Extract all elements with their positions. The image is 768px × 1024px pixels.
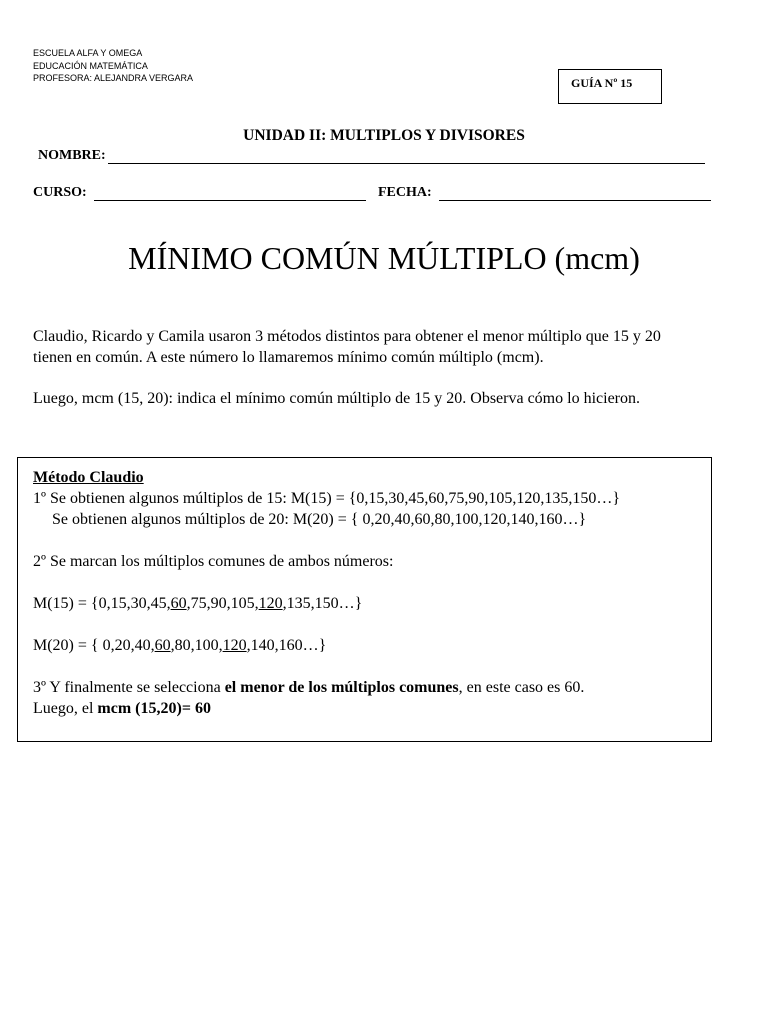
step-3: [33, 679, 584, 697]
multiples-20-marked: [33, 637, 326, 655]
method-title-text: Método Claudio: [33, 469, 144, 486]
intro-line-1: Claudio, Ricardo y Camila usaron 3 métodos distintos para obtener el menor múltiplo que 15 y 20: [33, 328, 661, 345]
method-claudio-box: [17, 457, 712, 742]
m20-part-b: ,80,100,: [170, 637, 223, 654]
fecha-field[interactable]: [439, 200, 711, 201]
guide-label: GUÍA Nº 15: [571, 76, 633, 90]
m15-part-c: ,135,150…}: [282, 595, 363, 612]
unit-title: UNIDAD II: MULTIPLOS Y DIVISORES: [243, 127, 525, 144]
intro-line-2: tienen en común. A este número lo llamaremos mínimo común múltiplo (mcm).: [33, 349, 544, 366]
result-part-a: Luego, el: [33, 700, 98, 717]
fecha-label: FECHA:: [378, 185, 432, 200]
result-line: [33, 700, 211, 718]
step3-part-c: , en este caso es 60.: [458, 679, 585, 696]
page-title: MÍNIMO COMÚN MÚLTIPLO (mcm): [128, 240, 640, 276]
step3-bold: el menor de los múltiplos comunes: [224, 679, 459, 696]
intro-line-3: Luego, mcm (15, 20): indica el mínimo común múltiplo de 15 y 20. Observa cómo lo hicieron.: [33, 390, 640, 407]
m20-part-c: ,140,160…}: [246, 637, 327, 654]
teacher-name: PROFESORA: ALEJANDRA VERGARA: [33, 73, 194, 83]
result-equals: =: [181, 700, 195, 717]
step-1a: 1º Se obtienen algunos múltiplos de 15: M(15) = {0,15,30,45,60,75,90,105,120,135,150…}: [33, 490, 621, 507]
m20-common-60: 60: [154, 637, 171, 654]
nombre-label: NOMBRE:: [38, 148, 106, 163]
guide-number-box: [558, 69, 662, 104]
m15-common-60: 60: [170, 595, 187, 612]
result-mcm: mcm (15,20): [97, 700, 182, 717]
curso-field[interactable]: [94, 200, 366, 201]
school-name: ESCUELA ALFA Y OMEGA: [33, 48, 143, 58]
m15-part-a: M(15) = {0,15,30,45,: [33, 595, 171, 612]
step3-part-a: 3º Y finalmente se selecciona: [33, 679, 225, 696]
m15-common-120: 120: [258, 595, 283, 612]
curso-label: CURSO:: [33, 185, 87, 200]
result-value: 60: [194, 700, 211, 717]
m20-common-120: 120: [222, 637, 247, 654]
m15-part-b: ,75,90,105,: [186, 595, 259, 612]
step-1b: Se obtienen algunos múltiplos de 20: M(20) = { 0,20,40,60,80,100,120,140,160…}: [52, 511, 587, 528]
multiples-15-marked: [33, 595, 362, 613]
m20-part-a: M(20) = { 0,20,40,: [33, 637, 155, 654]
subject-name: EDUCACIÓN MATEMÁTICA: [33, 60, 148, 71]
nombre-field[interactable]: [108, 163, 705, 164]
method-title: [33, 469, 144, 487]
step-2: 2º Se marcan los múltiplos comunes de ambos números:: [33, 553, 394, 570]
